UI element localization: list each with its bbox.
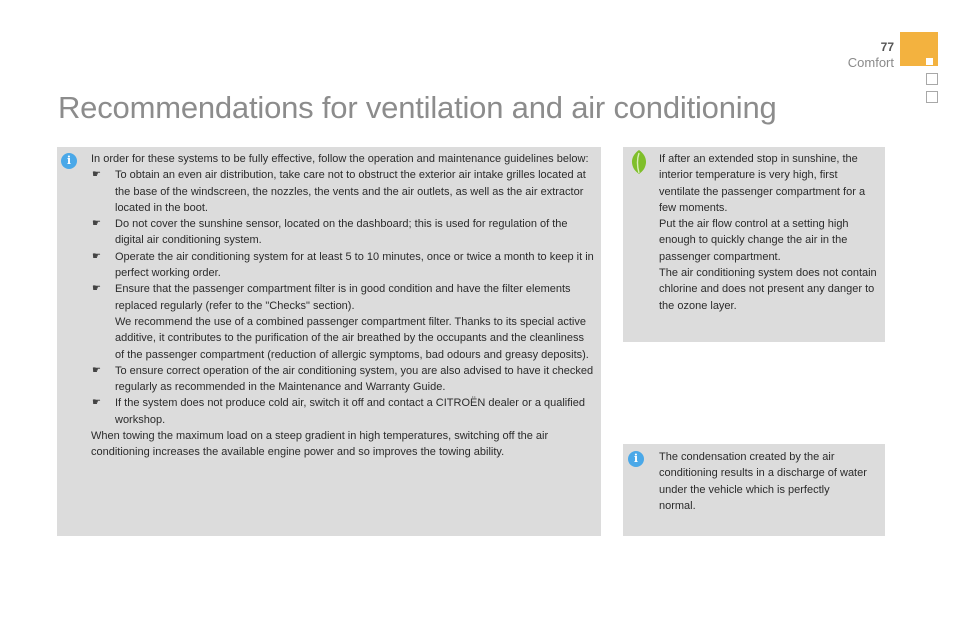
intro-paragraph: In order for these systems to be fully effective, follow the operation and maintenance guidelines below: xyxy=(91,153,589,165)
condensation-text: The condensation created by the air conditioning results in a discharge of water under the vehicle which is perfectly normal. xyxy=(659,451,867,512)
page-number: 77 xyxy=(880,40,894,54)
bullet-icon: ☛ xyxy=(92,169,101,181)
section-name: Comfort xyxy=(847,55,894,70)
section-tab-active[interactable] xyxy=(900,32,938,66)
closing-paragraph: When towing the maximum load on a steep gradient in high temperatures, switching off the air conditioning increases the available engine power and so improves the towing ability. xyxy=(91,430,549,459)
main-recommendations-text xyxy=(91,151,595,461)
bullet-icon: ☛ xyxy=(92,397,101,409)
bullet-icon: ☛ xyxy=(92,283,101,295)
list-item: ☛ Do not cover the sunshine sensor, located on the dashboard; this is used for regulation of the digital air conditioning system. xyxy=(92,218,568,247)
bullet-icon: ☛ xyxy=(92,364,101,376)
environment-paragraph-2: Put the air flow control at a setting high enough to quickly change the air in the passenger compartment. xyxy=(659,218,849,263)
leaf-icon xyxy=(628,149,650,175)
recommendation-list xyxy=(91,167,595,428)
environment-paragraph-1: If after an extended stop in sunshine, the interior temperature is very high, first ventilate the passenger compartment for a few moments. xyxy=(659,153,866,214)
section-tab-next-2[interactable] xyxy=(926,91,938,103)
page-title: Recommendations for ventilation and air conditioning xyxy=(58,90,777,125)
info-icon: i xyxy=(61,153,77,169)
bullet-icon: ☛ xyxy=(92,218,101,230)
list-item: ☛ Ensure that the passenger compartment filter is in good condition and have the filter elements replaced regularly (refer to the "Checks" section). We recommend the use of a combined passenger compartment filter. Thanks to its special active additive, it contributes to the purification of the air breathed by the occupants and the cleanliness of the passenger compartment (reduction of allergic symptoms, bad odours and greasy deposits). xyxy=(92,283,589,361)
section-tab-next[interactable] xyxy=(926,73,938,85)
environment-text xyxy=(659,151,881,314)
info-icon: i xyxy=(628,451,644,467)
list-item: ☛ Operate the air conditioning system for at least 5 to 10 minutes, once or twice a month to keep it in perfect working order. xyxy=(92,250,594,280)
list-item: ☛ If the system does not produce cold air, switch it off and contact a CITROËN dealer or a qualified workshop. xyxy=(92,397,585,426)
filter-note: We recommend the use of a combined passenger compartment filter. Thanks to its special active additive, it contributes to the purification of the air breathed by the occupants and the cleanliness of the passenger compartment (reduction of allergic symptoms, bad odours and greasy deposits). xyxy=(115,315,589,361)
tab-marker-icon xyxy=(926,58,933,65)
list-item: ☛ To ensure correct operation of the air conditioning system, you are also advised to have it checked regularly as recommended in the Maintenance and Warranty Guide. xyxy=(92,364,594,394)
list-item: ☛ To obtain an even air distribution, take care not to obstruct the exterior air intake grilles located at the base of the windscreen, the nozzles, the vents and the air outlets, as well as the air extractor located in the boot. xyxy=(92,169,586,214)
bullet-icon: ☛ xyxy=(92,250,101,262)
environment-paragraph-3: The air conditioning system does not contain chlorine and does not present any danger to the ozone layer. xyxy=(659,267,877,312)
